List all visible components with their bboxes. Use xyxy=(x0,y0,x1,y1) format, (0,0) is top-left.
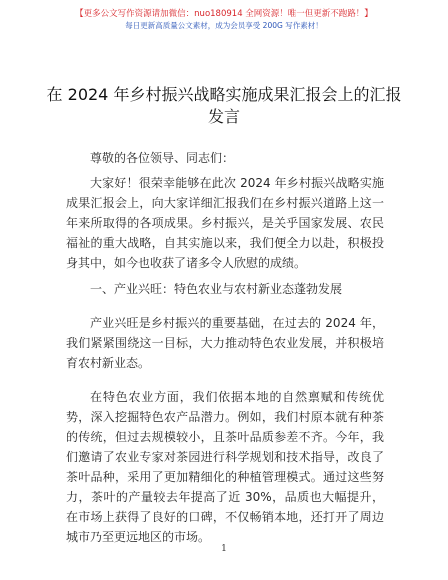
document-title: 在 2024 年乡村振兴战略实施成果汇报会上的汇报发言 xyxy=(46,85,402,126)
promo-banner-line-2: 每日更新高质量公文素材，成为会员享受 200G 写作素材！ xyxy=(125,21,323,30)
document-body xyxy=(66,148,384,547)
promo-banner-line-1: 【更多公文写作资源请加微信：nuo180914 全网资源！唯一但更新不跑路！】 xyxy=(75,9,373,19)
section-heading-industry: 一、产业兴旺：特色农业与农村新业态蓬勃发展 xyxy=(90,282,343,296)
paragraph-industry-overview: 产业兴旺是乡村振兴的重要基础，在过去的 2024 年，我们紧紧围绕这一目标，大力推动特色农业发展，并积极培育农村新业态。 xyxy=(66,316,384,370)
page-number: 1 xyxy=(221,544,227,554)
paragraph-specialty-agriculture: 在特色农业方面，我们依据本地的自然禀赋和传统优势，深入挖掘特色农产品潜力。例如，我们村原本就有种茶的传统，但过去规模较小，且茶叶品质参差不齐。今年，我们邀请了农业专家对茶园进行科学规划和技术指导，改良了茶叶品种，采用了更加精细化的种植管理模式。通过这些努力，茶叶的产量较去年提高了近 30%，品质也大幅提升，在市场上获得了良好的口碑，不仅畅销本地，还打开了周边城市乃至更远地区的市场。 xyxy=(66,390,384,544)
promo-banner xyxy=(0,8,448,32)
greeting: 尊敬的各位领导、同志们： xyxy=(90,151,235,165)
paragraph-intro: 大家好！很荣幸能够在此次 2024 年乡村振兴战略实施成果汇报会上，向大家详细汇报我们在乡村振兴道路上这一年来所取得的各项成果。乡村振兴，是关乎国家发展、农民福祉的重大战略，自其实施以来，我们便全力以赴，积极投身其中，如今也收获了诸多令人欣慰的成绩。 xyxy=(66,176,384,270)
